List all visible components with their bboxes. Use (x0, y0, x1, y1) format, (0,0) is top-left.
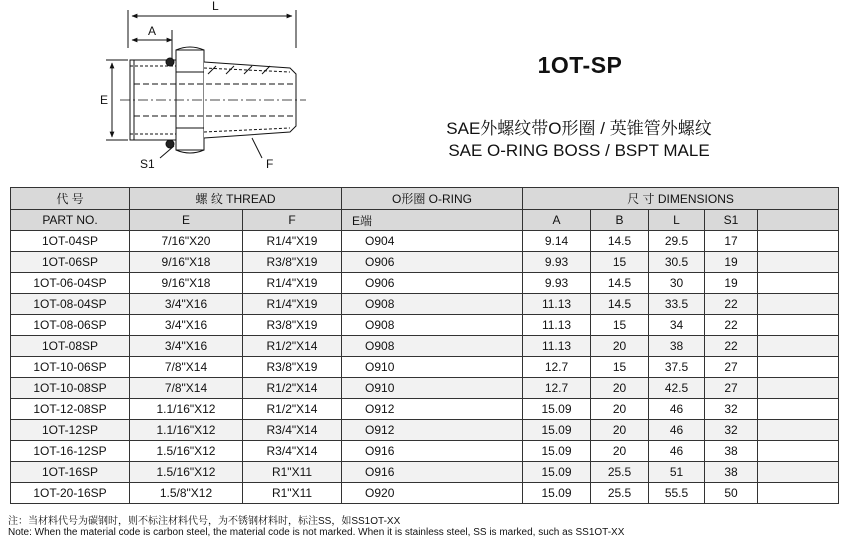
cell-f: R1/4"X19 (243, 231, 342, 252)
cell-a: 15.09 (523, 420, 591, 441)
cell-blank (758, 336, 839, 357)
cell-s1: 19 (705, 273, 758, 294)
cell-part: 1OT-10-06SP (11, 357, 130, 378)
cell-f: R1"X11 (243, 483, 342, 504)
cell-blank (758, 420, 839, 441)
table-row (11, 252, 839, 273)
subtitle-english: SAE O-RING BOSS / BSPT MALE (448, 141, 710, 160)
fitting-drawing (0, 0, 340, 180)
header-oring: O形圈 O-RING (342, 188, 523, 210)
cell-s1: 27 (705, 378, 758, 399)
cell-part: 1OT-08SP (11, 336, 130, 357)
cell-f: R3/8"X19 (243, 357, 342, 378)
cell-e: 3/4"X16 (130, 336, 243, 357)
cell-e: 1.5/16"X12 (130, 462, 243, 483)
cell-oring: O908 (342, 294, 523, 315)
cell-s1: 32 (705, 399, 758, 420)
cell-blank (758, 483, 839, 504)
cell-b: 20 (591, 441, 649, 462)
cell-l: 55.5 (649, 483, 705, 504)
cell-s1: 22 (705, 336, 758, 357)
cell-a: 9.14 (523, 231, 591, 252)
cell-e: 7/8"X14 (130, 378, 243, 399)
table-row (11, 273, 839, 294)
cell-b: 15 (591, 252, 649, 273)
cell-l: 30.5 (649, 252, 705, 273)
cell-blank (758, 294, 839, 315)
cell-l: 29.5 (649, 231, 705, 252)
table-row (11, 462, 839, 483)
cell-b: 14.5 (591, 294, 649, 315)
cell-b: 20 (591, 399, 649, 420)
header-f: F (243, 210, 342, 231)
cell-b: 25.5 (591, 483, 649, 504)
cell-part: 1OT-06SP (11, 252, 130, 273)
cell-blank (758, 378, 839, 399)
cell-blank (758, 399, 839, 420)
header-e-end: E端 (342, 210, 523, 231)
cell-s1: 32 (705, 420, 758, 441)
cell-blank (758, 462, 839, 483)
table-row (11, 483, 839, 504)
cell-e: 9/16"X18 (130, 273, 243, 294)
cell-a: 11.13 (523, 315, 591, 336)
cell-e: 1.1/16"X12 (130, 420, 243, 441)
dim-label-s1: S1 (140, 157, 155, 171)
table-row (11, 231, 839, 252)
cell-e: 3/4"X16 (130, 294, 243, 315)
header-part-no-cn: 代 号 (11, 188, 130, 210)
header-e: E (130, 210, 243, 231)
cell-s1: 38 (705, 462, 758, 483)
cell-l: 42.5 (649, 378, 705, 399)
cell-oring: O906 (342, 273, 523, 294)
cell-a: 15.09 (523, 399, 591, 420)
subtitle-chinese: SAE外螺纹带O形圈 / 英锥管外螺纹 (446, 119, 712, 138)
dim-label-f: F (266, 157, 274, 171)
table-row (11, 399, 839, 420)
cell-blank (758, 252, 839, 273)
cell-oring: O912 (342, 399, 523, 420)
cell-oring: O916 (342, 441, 523, 462)
cell-e: 9/16"X18 (130, 252, 243, 273)
cell-part: 1OT-20-16SP (11, 483, 130, 504)
cell-a: 12.7 (523, 357, 591, 378)
cell-blank (758, 315, 839, 336)
cell-part: 1OT-16SP (11, 462, 130, 483)
cell-s1: 22 (705, 294, 758, 315)
cell-s1: 22 (705, 315, 758, 336)
cell-f: R1/4"X19 (243, 294, 342, 315)
table-row (11, 420, 839, 441)
cell-s1: 19 (705, 252, 758, 273)
cell-a: 12.7 (523, 378, 591, 399)
note-chinese: 注：当材料代号为碳钢时，则不标注材料代号，为不锈钢材料时，标注SS，如SS1OT-XX (8, 516, 401, 527)
header-a: A (523, 210, 591, 231)
header-part-no-en: PART NO. (11, 210, 130, 231)
dim-label-a: A (148, 24, 157, 38)
cell-l: 51 (649, 462, 705, 483)
cell-a: 9.93 (523, 273, 591, 294)
cell-s1: 17 (705, 231, 758, 252)
table-row (11, 378, 839, 399)
cell-oring: O908 (342, 315, 523, 336)
cell-a: 15.09 (523, 483, 591, 504)
cell-part: 1OT-04SP (11, 231, 130, 252)
cell-blank (758, 231, 839, 252)
cell-f: R3/8"X19 (243, 252, 342, 273)
cell-b: 14.5 (591, 231, 649, 252)
cell-f: R3/4"X14 (243, 420, 342, 441)
cell-oring: O912 (342, 420, 523, 441)
cell-blank (758, 357, 839, 378)
cell-f: R1/2"X14 (243, 378, 342, 399)
dim-label-e: E (100, 93, 109, 107)
cell-f: R1"X11 (243, 462, 342, 483)
cell-part: 1OT-06-04SP (11, 273, 130, 294)
cell-e: 3/4"X16 (130, 315, 243, 336)
cell-b: 20 (591, 378, 649, 399)
header-b: B (591, 210, 649, 231)
cell-l: 46 (649, 399, 705, 420)
cell-e: 1.5/16"X12 (130, 441, 243, 462)
cell-l: 33.5 (649, 294, 705, 315)
cell-b: 20 (591, 420, 649, 441)
cell-f: R3/8"X19 (243, 315, 342, 336)
cell-part: 1OT-10-08SP (11, 378, 130, 399)
cell-s1: 50 (705, 483, 758, 504)
header-dimensions: 尺 寸 DIMENSIONS (523, 188, 839, 210)
cell-e: 1.5/8"X12 (130, 483, 243, 504)
cell-b: 20 (591, 336, 649, 357)
cell-oring: O904 (342, 231, 523, 252)
cell-l: 46 (649, 441, 705, 462)
cell-blank (758, 273, 839, 294)
cell-a: 15.09 (523, 441, 591, 462)
cell-e: 7/8"X14 (130, 357, 243, 378)
cell-oring: O910 (342, 357, 523, 378)
cell-part: 1OT-08-06SP (11, 315, 130, 336)
cell-a: 11.13 (523, 294, 591, 315)
cell-a: 11.13 (523, 336, 591, 357)
specification-table (10, 187, 839, 504)
cell-a: 15.09 (523, 462, 591, 483)
cell-l: 46 (649, 420, 705, 441)
dim-label-l: L (212, 0, 219, 13)
cell-e: 7/16"X20 (130, 231, 243, 252)
product-code-title: 1OT-SP (537, 52, 623, 78)
cell-b: 15 (591, 357, 649, 378)
header-thread: 螺 纹 THREAD (130, 188, 342, 210)
header-blank (758, 210, 839, 231)
cell-part: 1OT-16-12SP (11, 441, 130, 462)
table-row (11, 441, 839, 462)
cell-l: 38 (649, 336, 705, 357)
cell-f: R3/4"X14 (243, 441, 342, 462)
cell-b: 25.5 (591, 462, 649, 483)
cell-b: 15 (591, 315, 649, 336)
cell-f: R1/4"X19 (243, 273, 342, 294)
cell-l: 30 (649, 273, 705, 294)
cell-oring: O910 (342, 378, 523, 399)
cell-part: 1OT-12-08SP (11, 399, 130, 420)
cell-a: 9.93 (523, 252, 591, 273)
cell-s1: 27 (705, 357, 758, 378)
table-row (11, 336, 839, 357)
cell-b: 14.5 (591, 273, 649, 294)
cell-f: R1/2"X14 (243, 399, 342, 420)
cell-oring: O916 (342, 462, 523, 483)
cell-part: 1OT-12SP (11, 420, 130, 441)
cell-oring: O908 (342, 336, 523, 357)
cell-f: R1/2"X14 (243, 336, 342, 357)
table-row (11, 315, 839, 336)
cell-s1: 38 (705, 441, 758, 462)
header-s1: S1 (705, 210, 758, 231)
header-l: L (649, 210, 705, 231)
cell-oring: O906 (342, 252, 523, 273)
cell-l: 37.5 (649, 357, 705, 378)
cell-part: 1OT-08-04SP (11, 294, 130, 315)
table-row (11, 357, 839, 378)
cell-e: 1.1/16"X12 (130, 399, 243, 420)
note-english: Note: When the material code is carbon steel, the material code is not marked. When it is stainless steel, SS is marked, such as SS1OT-XX (8, 527, 625, 538)
cell-blank (758, 441, 839, 462)
cell-l: 34 (649, 315, 705, 336)
table-row (11, 294, 839, 315)
cell-oring: O920 (342, 483, 523, 504)
